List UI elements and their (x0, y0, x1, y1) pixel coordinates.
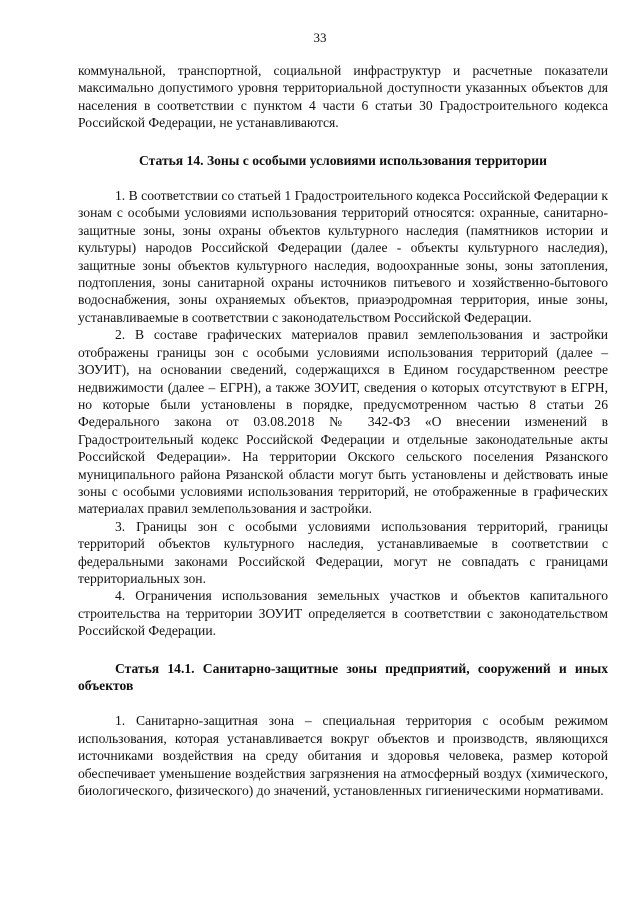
article-14-heading: Статья 14. Зоны с особыми условиями использования территории (139, 152, 547, 168)
article-14-item-4: 4. Ограничения использования земельных участков и объектов капитального строительства на территории ЗОУИТ определяется в соответствии с законодательством Российской Федерации. (78, 588, 608, 639)
article-14-item-3: 3. Границы зон с особыми условиями использования территорий, границы территорий объектов культурного наследия, устанавливаемые в соответствии с федеральными законами Российской Федерации, могут не совпадать с границами территориальных зон. (78, 518, 608, 586)
article-14-item-2: 2. В составе графических материалов правил землепользования и застройки отображены границы зон с особыми условиями использования территорий (далее – ЗОУИТ), на основании сведений, содержащихся в Едином государственном реестре недвижимости (далее – ЕГРН), а также ЗОУИТ, сведения о которых отсутствуют в ЕГРН, но которые были установлены в порядке, предусмотренном частью 8 статьи 26 Федерального закона от 03.08.2018 № 342-ФЗ «О внесении изменений в Градостроительный кодекс Российской Федерации и отдельные законодательные акты Российской Федерации». На территории Окского сельского поселения Рязанского муниципального района Рязанской области могут быть установлены и действовать иные зоны с особыми условиями использования территорий, не отображенные в графических материалах правил землепользования и застройки. (78, 327, 608, 517)
article-14-1-item-1: 1. Санитарно-защитная зона – специальная территория с особым режимом использования, которая устанавливается вокруг объектов и производств, являющихся источниками воздействия на среду обитания и здоровья человека, размер которой обеспечивает уменьшение воздействия загрязнения на атмосферный воздух (химического, биологического, физического) до значений, установленных гигиеническими нормативами. (78, 713, 608, 799)
document-body (78, 62, 608, 799)
paragraph-continuation: коммунальной, транспортной, социальной инфраструктур и расчетные показатели максимально допустимого уровня территориальной доступности указанных объектов для населения в соответствии с пунктом 4 части 6 статьи 30 Градостроительного кодекса Российской Федерации, не устанавливаются. (78, 63, 608, 131)
page-number: 33 (313, 30, 327, 45)
article-14-item-1: 1. В соответствии со статьей 1 Градостроительного кодекса Российской Федерации к зонам с особыми условиями использования территорий относятся: охранные, санитарно-защитные зоны, зоны охраны объектов культурного наследия (памятников истории и культуры) народов Российской Федерации (далее - объекты культурного наследия), защитные зоны объектов культурного наследия, водоохранные зоны, зоны затопления, подтопления, зоны санитарной охраны источников питьевого и хозяйственно-бытового водоснабжения, зоны охраняемых объектов, приаэродромная территория, иные зоны, устанавливаемые в соответствии с законодательством Российской Федерации. (78, 188, 608, 325)
article-14-1-heading: Статья 14.1. Санитарно-защитные зоны предприятий, сооружений и иных объектов (78, 660, 608, 693)
